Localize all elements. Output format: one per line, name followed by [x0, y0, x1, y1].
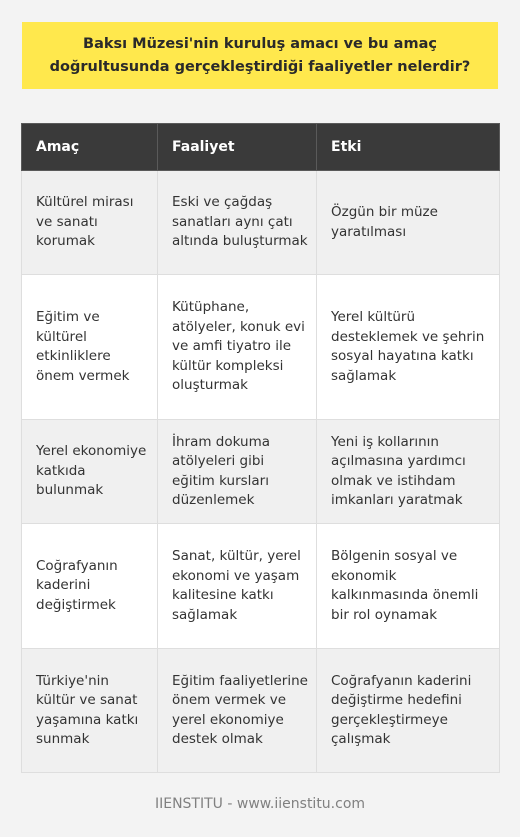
- cell-activity: Sanat, kültür, yerel ekonomi ve yaşam kalitesine katkı sağlamak: [158, 524, 317, 649]
- cell-activity: Eski ve çağdaş sanatları aynı çatı altında buluşturmak: [158, 171, 317, 275]
- cell-effect: Özgün bir müze yaratılması: [317, 171, 500, 275]
- cell-activity: İhram dokuma atölyeleri gibi eğitim kursları düzenlemek: [158, 420, 317, 524]
- cell-purpose: Eğitim ve kültürel etkinliklere önem vermek: [22, 275, 158, 420]
- cell-effect: Yerel kültürü desteklemek ve şehrin sosyal hayatına katkı sağlamak: [317, 275, 500, 420]
- cell-activity: Kütüphane, atölyeler, konuk evi ve amfi tiyatro ile kültür kompleksi oluşturmak: [158, 275, 317, 420]
- cell-activity: Eğitim faaliyetlerine önem vermek ve yerel ekonomiye destek olmak: [158, 649, 317, 773]
- cell-purpose: Coğrafyanın kaderini değiştirmek: [22, 524, 158, 649]
- cell-effect: Yeni iş kollarının açılmasına yardımcı olmak ve istihdam imkanları yaratmak: [317, 420, 500, 524]
- header-activity: Faaliyet: [158, 124, 317, 171]
- table-row: [22, 275, 500, 420]
- table-row: [22, 649, 500, 773]
- table-row: [22, 524, 500, 649]
- cell-purpose: Yerel ekonomiye katkıda bulunmak: [22, 420, 158, 524]
- footer-credit: IIENSTITU - www.iienstitu.com: [154, 796, 366, 812]
- table-row: [22, 171, 500, 275]
- cell-effect: Coğrafyanın kaderini değiştirme hedefini gerçekleştirmeye çalışmak: [317, 649, 500, 773]
- purpose-activity-table: [21, 123, 500, 773]
- cell-purpose: Türkiye'nin kültür ve sanat yaşamına katkı sunmak: [22, 649, 158, 773]
- header-effect: Etki: [317, 124, 500, 171]
- table-row: [22, 420, 500, 524]
- header-purpose: Amaç: [22, 124, 158, 171]
- question-title: Baksı Müzesi'nin kuruluş amacı ve bu amaç doğrultusunda gerçekleştirdiği faaliyetler nelerdir?: [22, 22, 498, 89]
- table-header-row: [22, 124, 500, 171]
- cell-effect: Bölgenin sosyal ve ekonomik kalkınmasında önemli bir rol oynamak: [317, 524, 500, 649]
- cell-purpose: Kültürel mirası ve sanatı korumak: [22, 171, 158, 275]
